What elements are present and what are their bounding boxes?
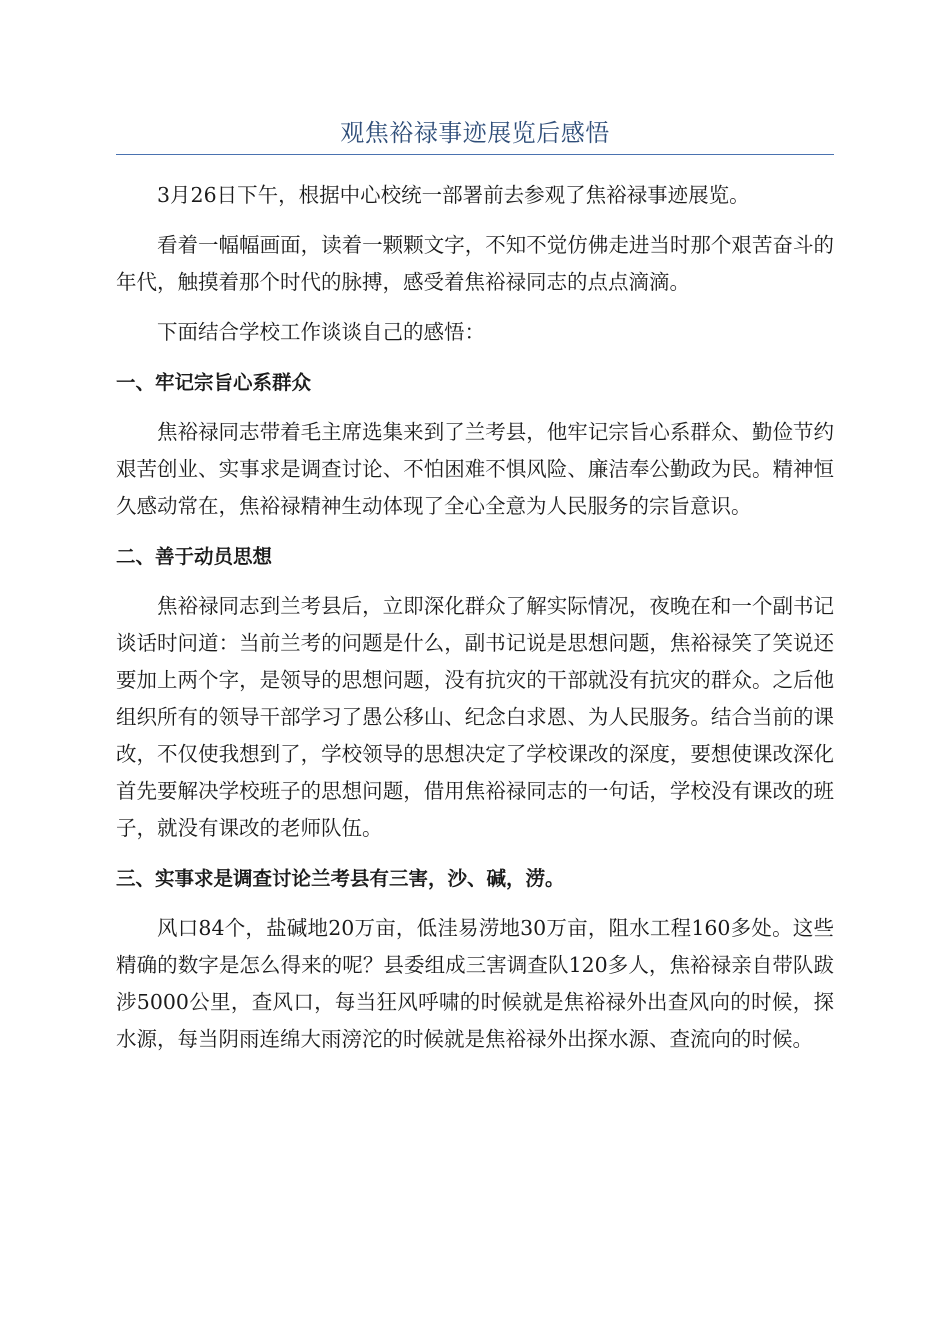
document-body bbox=[116, 177, 834, 1058]
paragraph-section-2: 焦裕禄同志到兰考县后，立即深化群众了解实际情况，夜晚在和一个副书记谈话时问道：当前兰考的问题是什么，副书记说是思想问题，焦裕禄笑了笑说还要加上两个字，是领导的思想问题，没有抗灾的干部就没有抗灾的群众。之后他组织所有的领导干部学习了愚公移山、纪念白求恩、为人民服务。结合当前的课改，不仅使我想到了，学校领导的思想决定了学校课改的深度，要想使课改深化首先要解决学校班子的思想问题，借用焦裕禄同志的一句话，学校没有课改的班子，就没有课改的老师队伍。 bbox=[116, 594, 834, 840]
section-heading-1: 一、牢记宗旨心系群众 bbox=[116, 371, 312, 394]
paragraph-section-1: 焦裕禄同志带着毛主席选集来到了兰考县，他牢记宗旨心系群众、勤俭节约艰苦创业、实事求是调查讨论、不怕困难不惧风险、廉洁奉公勤政为民。精神恒久感动常在，焦裕禄精神生动体现了全心全意为人民服务的宗旨意识。 bbox=[116, 420, 834, 518]
section-heading-3: 三、实事求是调查讨论兰考县有三害，沙、碱，涝。 bbox=[116, 867, 565, 890]
document-title: 观焦裕禄事迹展览后感悟 bbox=[116, 112, 834, 155]
document-page bbox=[116, 112, 834, 1071]
paragraph-impression: 看着一幅幅画面，读着一颗颗文字，不知不觉仿佛走进当时那个艰苦奋斗的年代，触摸着那个时代的脉搏，感受着焦裕禄同志的点点滴滴。 bbox=[116, 233, 834, 294]
section-heading-2: 二、善于动员思想 bbox=[116, 545, 273, 568]
paragraph-lead-in: 下面结合学校工作谈谈自己的感悟： bbox=[157, 320, 485, 344]
paragraph-section-3: 风口84个，盐碱地20万亩，低洼易涝地30万亩，阻水工程160多处。这些精确的数字是怎么得来的呢？县委组成三害调查队120多人，焦裕禄亲自带队跋涉5000公里，查风口，每当狂风呼啸的时候就是焦裕禄外出查风向的时候，探水源，每当阴雨连绵大雨滂沱的时候就是焦裕禄外出探水源、查流向的时候。 bbox=[116, 916, 834, 1051]
paragraph-intro: 3月26日下午，根据中心校统一部署前去参观了焦裕禄事迹展览。 bbox=[157, 183, 750, 207]
